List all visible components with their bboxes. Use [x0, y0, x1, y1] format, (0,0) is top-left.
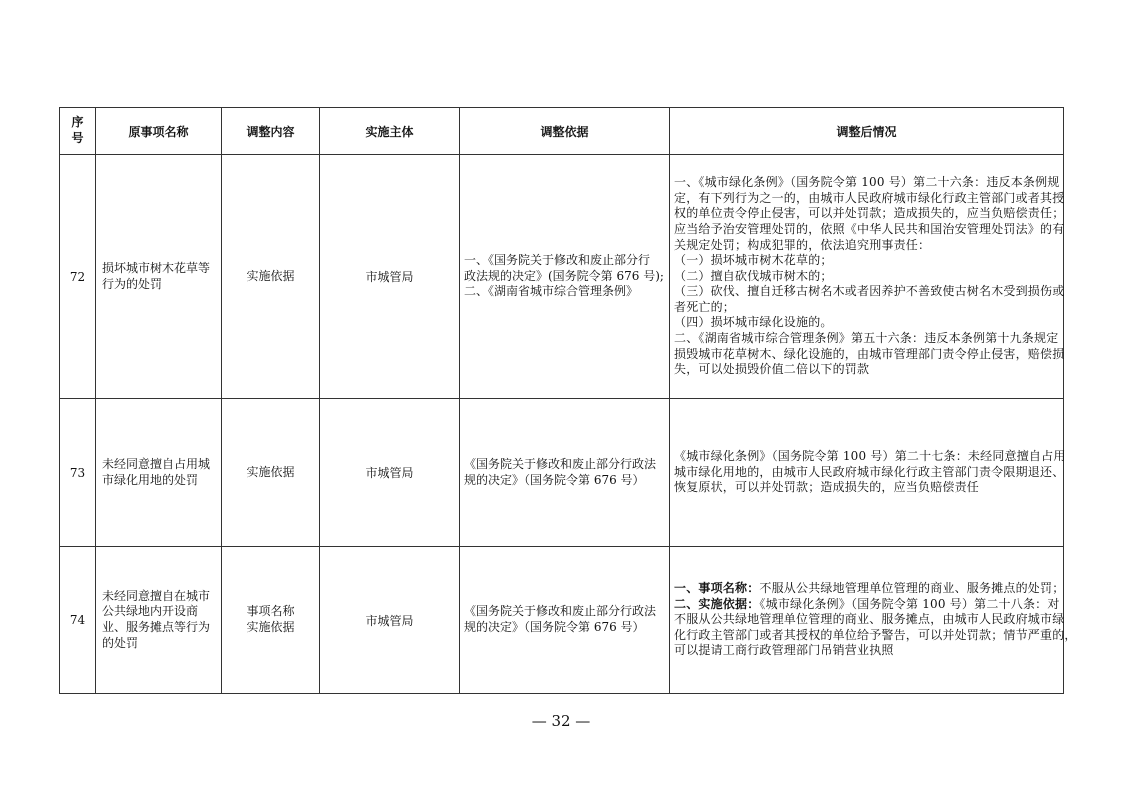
cell-seq: 72: [60, 155, 96, 399]
result-line: （三）砍伐、擅自迁移古树名木或者因养护不善致使古树名木受到损伤或: [674, 284, 1065, 299]
basis-line: 《国务院关于修改和废止部分行政法: [464, 604, 657, 619]
cell-name: [96, 399, 222, 547]
content-line: 事项名称: [246, 604, 295, 619]
result-line: 权的单位责令停止侵害，可以并处罚款；造成损失的，应当负赔偿责任；: [674, 206, 1065, 221]
cell-subject: 市城管局: [320, 399, 460, 547]
result-text: 不服从公共绿地管理单位管理的商业、服务摊点的处罚；: [759, 581, 1065, 596]
name-line: 行为的处罚: [102, 276, 163, 291]
result-line: 《城市绿化条例》（国务院令第 100 号）第二十七条：未经同意擅自占用: [674, 449, 1066, 464]
result-line: 应当给予治安管理处罚的，依照《中华人民共和国治安管理处罚法》的有: [674, 221, 1065, 236]
header-result: 调整后情况: [670, 108, 1064, 155]
cell-subject: 市城管局: [320, 155, 460, 399]
header-seq-line: 号: [71, 131, 84, 145]
table-row: [60, 399, 1064, 547]
header-basis: 调整依据: [460, 108, 670, 155]
result-line: 关规定处罚；构成犯罪的，依法追究刑事责任：: [674, 237, 931, 252]
cell-basis: [460, 399, 670, 547]
content-line: 实施依据: [246, 464, 295, 479]
name-line: 未经同意擅自占用城: [102, 456, 211, 471]
name-line: 未经同意擅自在城市: [102, 588, 211, 603]
result-line: 可以提请工商行政管理部门吊销营业执照: [674, 643, 894, 658]
result-line: 化行政主管部门或者其授权的单位给予警告，可以并处罚款；情节严重的，: [674, 627, 1077, 642]
result-line: 二、《湖南省城市综合管理条例》第五十六条：违反本条例第十九条规定: [674, 331, 1059, 346]
basis-line: 规的决定》（国务院令第 676 号）: [464, 620, 645, 634]
name-line: 损坏城市树木花草等: [102, 260, 211, 275]
result-line: 者死亡的；: [674, 299, 736, 314]
result-line: 恢复原状，可以并处罚款；造成损失的，应当负赔偿责任: [674, 480, 980, 495]
header-seq: [60, 108, 96, 155]
page-number: — 32 —: [531, 712, 591, 730]
header-seq-line: 序: [71, 115, 84, 130]
cell-seq: 73: [60, 399, 96, 547]
header-subject: 实施主体: [320, 108, 460, 155]
cell-basis: [460, 155, 670, 399]
basis-line: 政法规的决定》(国务院令第 676 号);: [464, 268, 664, 283]
basis-line: 二、《湖南省城市综合管理条例》: [464, 284, 639, 299]
result-label: 一、事项名称：: [674, 581, 760, 596]
result-line: [674, 581, 1065, 597]
cell-basis: [460, 547, 670, 694]
header-content: 调整内容: [222, 108, 320, 155]
adjustment-table: [59, 107, 1077, 694]
name-line: 公共绿地内开设商: [102, 604, 199, 619]
table-row: [60, 155, 1064, 399]
result-line: 一、《城市绿化条例》（国务院令第 100 号）第二十六条：违反本条例规: [674, 175, 1060, 190]
name-line: 市绿化用地的处罚: [102, 472, 199, 487]
result-line: （四）损坏城市绿化设施的。: [674, 315, 833, 330]
cell-name: [96, 547, 222, 694]
result-line: [674, 597, 1059, 613]
basis-line: 一、《国务院关于修改和废止部分行: [464, 253, 651, 268]
table-row: [60, 547, 1064, 694]
result-line: （二）擅自砍伐城市树木的；: [674, 268, 833, 283]
content-line: 实施依据: [246, 268, 295, 283]
table-header-row: [60, 108, 1064, 155]
cell-content: [222, 399, 320, 547]
cell-name: [96, 155, 222, 399]
name-line: 业、服务摊点等行为: [102, 620, 211, 634]
cell-content: [222, 155, 320, 399]
cell-subject: 市城管局: [320, 547, 460, 694]
header-name: 原事项名称: [96, 108, 222, 155]
name-line: 的处罚: [102, 635, 139, 650]
cell-result: [670, 399, 1064, 547]
cell-content: [222, 547, 320, 694]
basis-line: 《国务院关于修改和废止部分行政法: [464, 456, 657, 471]
result-line: 损毁城市花草树木、绿化设施的，由城市管理部门责令停止侵害，赔偿损: [674, 346, 1065, 361]
basis-line: 规的决定》（国务院令第 676 号）: [464, 472, 645, 487]
result-line: 定，有下列行为之一的，由城市人民政府城市绿化行政主管部门或者其授: [674, 190, 1065, 205]
result-label: 二、实施依据：: [674, 596, 760, 611]
cell-result: [670, 547, 1077, 694]
result-line: 城市绿化用地的，由城市人民政府城市绿化行政主管部门责令限期退还、: [674, 464, 1065, 479]
result-text: 《城市绿化条例》（国务院令第 100 号）第二十八条：对: [759, 596, 1060, 611]
result-line: （一）损坏城市树木花草的；: [674, 253, 833, 268]
cell-result: [670, 155, 1064, 399]
cell-seq: 74: [60, 547, 96, 694]
content-line: 实施依据: [246, 620, 295, 634]
result-line: 不服从公共绿地管理单位管理的商业、服务摊点，由城市人民政府城市绿: [674, 612, 1065, 627]
result-line: 失，可以处损毁价值二倍以下的罚款: [674, 362, 870, 377]
